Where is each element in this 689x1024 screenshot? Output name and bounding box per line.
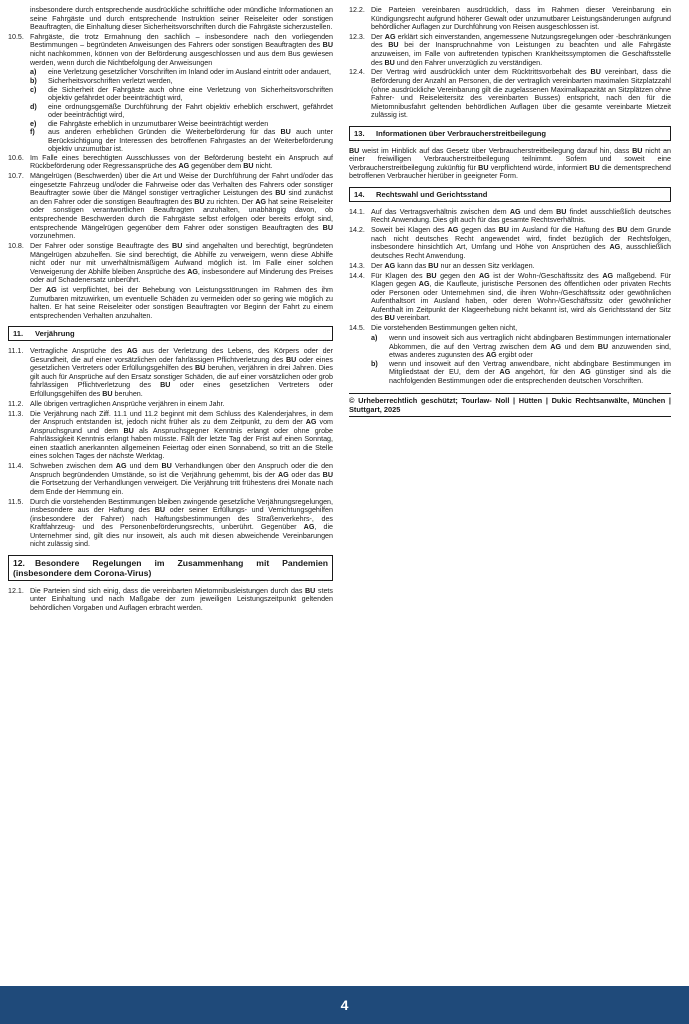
sub-clause: [30, 77, 333, 86]
clause-text: Schweben zwischen dem AG und dem BU Verhandlungen über den Anspruch oder die den Anspruch begründenden Umstände, so ist die Verjährung gehemmt, bis der AG oder das BU die Fortsetzung der Verhandlungen verweigert. Die Verjährung tritt frühestens drei Monate nach dem Ende der Hemmung ein.: [30, 462, 333, 496]
sub-clause-text: aus anderen erheblichen Gründen die Weiterbeförderung für das BU auch unter Berücksichtigung der Interessen des betroffenen Fahrgastes an der Weiterbeförderung objektiv unzumutbar ist.: [48, 128, 333, 154]
sub-clause-label: e): [30, 119, 37, 128]
clause-text: Durch die vorstehenden Bestimmungen bleiben zwingende gesetzliche Verjährungsregelungen, insbesondere aus der Haftung des BU oder seiner Erfüllungs- und Verrichtungsgehilfen (insbesondere der Fahrer) nach Haftungsbestimmungen des Straßenverkehrs-, des Kraftfahrzeug- und des Personenbeförderungsrechts, unberührt. Gegenüber AG, die Unternehmer sind, gilt dies nur insoweit, als auch mit diesen abweichende Vereinbarungen nicht zulässig sind.: [30, 497, 334, 549]
clause: [8, 462, 333, 496]
clause-number: 12.4.: [349, 68, 365, 77]
section-heading: [349, 187, 671, 202]
clause: [8, 172, 333, 240]
clause-number: 14.1.: [349, 207, 365, 216]
clause-text: Der AG kann das BU nur an dessen Sitz verklagen.: [371, 261, 535, 270]
clause: [8, 154, 333, 171]
section-title: Informationen über Verbraucherstreitbeilegung: [376, 128, 547, 138]
clause: [349, 324, 671, 333]
sub-clause-text: eine ordnungsgemäße Durchführung der Fahrt objektiv erheblich erschwert, gefährdet oder beeinträchtigt wird,: [48, 102, 333, 120]
sub-clause-label: a): [30, 68, 37, 77]
clause-text: Der Fahrer oder sonstige Beauftragte des BU sind angehalten und berechtigt, begründeten Mängelrügen abzuhelfen. Sie sind berechtigt, die Abhilfe zu verweigern, wenn diese Abhilfe nicht oder nur mit unverhältnismäßigem Aufwand möglich ist. Im Falle einer solchen Verweigerung der Abhilfe bleiben Ansprüche des AG, insbesondere auf Minderung des Preises oder auf Schadenersatz unberührt.: [30, 241, 333, 285]
clause-text: Soweit bei Klagen des AG gegen das BU im Ausland für die Haftung des BU dem Grunde nach nicht deutsches Recht angewendet wird, findet bezüglich der Rechtsfolgen, insbesondere hinsichtlich Art, Umfang und Höhe von Ansprüchen des AG, ausschließlich deutsches Recht Anwendung.: [371, 226, 671, 260]
clause-text: Die Parteien vereinbaren ausdrücklich, dass im Rahmen dieser Vereinbarung ein Kündigungsrecht aufgrund höherer Gewalt oder unzumutbarer Leistungsänderungen aufgrund behördlicher Auflagen zur Durchführung von Reisen ausgeschlossen ist.: [371, 6, 671, 32]
right-column: [349, 6, 671, 417]
clause: [8, 242, 333, 285]
clause: [8, 410, 333, 461]
clause-number: 12.2.: [349, 6, 365, 14]
sub-clause-text: die Fahrgäste erheblich in unzumutbarer Weise beeinträchtigt werden: [48, 119, 269, 128]
clause-number: 12.1.: [8, 586, 24, 595]
clause: [349, 226, 671, 260]
clause-number: 11.5.: [8, 497, 24, 506]
clause-number: 14.2.: [349, 226, 365, 235]
clause: [8, 498, 333, 549]
clause-text: Der Vertrag wird ausdrücklich unter dem Rücktrittsvorbehalt des BU vereinbart, dass die Beförderung der Anzahl an Personen, die der vertraglich vereinbarten maximalen Sitzplatzzahl (ohne ausdrückliche Vereinbarung gilt die zugelassenen Maximalkapazität an Sitzplätzen ohne Fahrer- und Reiseleitersitz des vereinbarten Busses) entspricht, nach den für die Mietomnibusfahrt geltenden behördlichen Auflagen über die gesamte vereinbarte Mietzeit zulässig ist.: [371, 68, 671, 120]
clause-number: 14.5.: [349, 324, 365, 333]
clause-number: 11.1.: [8, 347, 24, 356]
clause-text: Fahrgäste, die trotz Ermahnung den sachlich – insbesondere nach den vorliegenden Bestimmungen – begründeten Anweisungen des Fahrers oder sonstigen Beauftragten des BU nicht nachkommen, können von der Beförderung ausgeschlossen und aus dem Bus gewiesen werden, wenn durch die Nichtbefolgung der Anweisungen: [30, 32, 333, 67]
left-column: [8, 6, 333, 614]
clause: [8, 587, 333, 613]
section-number: 12.: [13, 557, 25, 568]
sub-clause-label: a): [371, 334, 378, 343]
clause-number: 11.3.: [8, 409, 24, 418]
sub-clause-text: Sicherheitsvorschriften verletzt werden,: [48, 76, 173, 85]
clause: [8, 33, 333, 67]
clause-number: 14.4.: [349, 271, 365, 280]
sub-clause-label: d): [30, 102, 37, 111]
clause-number: 10.7.: [8, 172, 24, 181]
section-number: 14.: [354, 189, 365, 199]
sub-clause-label: c): [30, 85, 37, 94]
sub-clause: [30, 86, 333, 103]
sub-clause: [30, 120, 333, 129]
section-number: 13.: [354, 128, 365, 138]
clause-text: Vertragliche Ansprüche des AG aus der Verletzung des Lebens, des Körpers oder der Gesundheit, die auf einer vorsätzlichen oder fahrlässigen Pflichtverletzung des BU oder eines gesetzlichen Vertreters oder Erfüllungsgehilfen des BU beruhen, verjähren in drei Jahren. Dies gilt auch für Ansprüche auf den Ersatz sonstiger Schäden, die auf einer vorsätzlichen oder grob fahrlässigen Pflichtverletzung des BU oder eines gesetzlichen Vertreters oder Erfüllungsgehilfen des BU beruhen.: [30, 347, 334, 398]
clause: [349, 208, 671, 225]
clause-number: 12.3.: [349, 32, 365, 41]
clause-number: 10.6.: [8, 153, 24, 162]
copyright-notice: © Urheberrechtlich geschützt; Tourlaw- Noll | Hütten | Dukic Rechtsanwälte, München | Stuttgart, 2025: [349, 393, 671, 417]
clause-number: 10.8.: [8, 241, 24, 250]
clause-text: Die Verjährung nach Ziff. 11.1 und 11.2 beginnt mit dem Schluss des Kalenderjahres, in dem der Anspruch entstanden ist, jedoch nicht früher als zu dem Zeitpunkt, zu dem der AG vom Anspruchsgrund und dem BU als Anspruchsgegner Kenntnis erlangt oder ohne grobe Fahrlässigkeit Kenntnis erlangt haben müsste. Fällt der letzte Tag der Frist auf einen Sonntag, einen staatlich anerkannten allgemeinen Feiertag oder einen Sonnabend, so tritt an die Stelle eines solchen Tages der nächste Werktag.: [30, 409, 333, 461]
clause-number: 11.2.: [8, 399, 24, 408]
sub-clause: [371, 360, 671, 386]
page-footer: [0, 986, 689, 1024]
section-heading: [8, 555, 333, 581]
section-heading: [349, 126, 671, 141]
clause-text: Die vorstehenden Bestimmungen gelten nicht,: [371, 324, 518, 333]
clause-continuation: insbesondere durch entsprechende ausdrückliche schriftliche oder mündliche Informationen an seine Fahrgäste und durch entsprechende Instruktion seiner Reiseleiter oder sonstigen Beauftragten, die Einhaltung dieser Sicherheitsvorschriften durch die Fahrgäste sicherzustellen.: [30, 6, 333, 32]
sub-clause: [30, 128, 333, 154]
clause: [349, 272, 671, 323]
section-title: Besondere Regelungen im Zusammenhang mit Pandemien (insbesondere dem Corona-Virus): [13, 557, 328, 578]
sub-clause-text: wenn und insoweit auf den Vertrag anwendbare, nicht abdingbare Bestimmungen im Mitgliedstaat der EU, dem der AG angehört, für den AG günstiger sind als die nachfolgenden Bestimmungen oder die entsprechenden deutschen Vorschriften.: [389, 359, 671, 385]
sub-clause-label: f): [30, 128, 35, 137]
clause: [349, 6, 671, 32]
paragraph: BU weist im Hinblick auf das Gesetz über Verbraucherstreitbeilegung darauf hin, dass BU nicht an einer freiwilligen Verbraucherstreitbeilegung teilnimmt. Sofern und soweit eine Verbraucherstreitbeilegung zukünftig für BU verpflichtend würde, informiert BU die dementsprechend betroffenen Verbraucher hierüber in geeigneter Form.: [349, 146, 671, 181]
section-title: Verjährung: [35, 329, 75, 339]
sub-clause-text: wenn und insoweit sich aus vertraglich nicht abdingbaren Bestimmungen internationaler Abkommen, die auf den Vertrag zwischen dem AG und dem BU anzuwenden sind, etwas anderes zugunsten des AG ergibt oder: [389, 334, 671, 360]
clause-number: 14.3.: [349, 261, 365, 270]
sub-clause-label: b): [371, 359, 378, 368]
section-heading: [8, 326, 333, 341]
sub-clause: [371, 334, 671, 360]
section-title: Rechtswahl und Gerichtsstand: [376, 189, 488, 199]
sub-clause: [30, 103, 333, 120]
clause: [349, 262, 671, 271]
clause-text: Mängelrügen (Beschwerden) über die Art und Weise der Durchführung der Fahrt und/oder das eingesetzte Fahrzeug und/oder die Fahrweise oder das Verhalten des Fahrers oder sonstiger Beauftragter sowie über die Mängel sonstiger vertraglicher Leistungen des BU sind zunächst an den Fahrer oder die sonstigen Beauftragten des BU zu richten. Der AG hat seine Reiseleiter oder sonstigen verantwortlichen Beauftragten anzuhalten, unabhängig davon, ob entsprechende Beschwerden durch die Fahrgäste selbst erfolgen oder bereits erfolgt sind, entsprechende Mängelrügen gegenüber dem Fahrer oder sonstigen Beauftragten des BU vorzunehmen.: [30, 172, 333, 241]
clause: [349, 68, 671, 119]
clause-text: Alle übrigen vertraglichen Ansprüche verjähren in einem Jahr.: [30, 399, 225, 408]
sub-clause: [30, 68, 333, 77]
sub-clause-label: b): [30, 76, 37, 85]
clause-text: Im Falle eines berechtigten Ausschlusses von der Beförderung besteht ein Anspruch auf Rückbeförderung oder Regressansprüche des AG gegenüber dem BU nicht.: [30, 153, 333, 171]
clause: [8, 400, 333, 409]
clause-text: Der AG erklärt sich einverstanden, angemessene Nutzungsregelungen oder -beschränkungen des BU bei der Inanspruchnahme von Leistungen zu beachten und alle Fahrgäste anzuweisen, im Falle von auftretenden typischen Krankheitssymptomen die Geschäftsstelle des BU und den Fahrer unverzüglich zu verständigen.: [371, 32, 671, 67]
page-number: 4: [340, 997, 349, 1013]
clause-number: 11.4.: [8, 462, 24, 471]
clause: [349, 33, 671, 67]
clause: [8, 347, 333, 398]
sub-clause-text: eine Verletzung gesetzlicher Vorschriften im Inland oder im Ausland eintritt oder andauert,: [48, 68, 332, 77]
sub-clause-text: die Sicherheit der Fahrgäste auch ohne eine Verletzung von Sicherheitsvorschriften objektiv gefährdet oder beeinträchtigt wird,: [48, 85, 333, 103]
clause-text: Für Klagen des BU gegen den AG ist der Wohn-/Geschäftssitz des AG maßgebend. Für Klagen gegen AG, die Kaufleute, juristische Personen des öffentlichen oder privaten Rechts oder Personen oder Unternehmen sind, die ihren Wohn-/Geschäftssitz oder gewöhnlichen Aufenthaltsort im Ausland haben, oder deren Wohn-/Geschäftssitz oder gewöhnlicher Aufenthalt im Zeitpunkt der Klageerhebung nicht bekannt ist, wird als Gerichtsstand der Sitz des BU vereinbart.: [371, 271, 671, 323]
clause-text: Die Parteien sind sich einig, dass die vereinbarten Mietomnibusleistungen durch das BU stets unter Einhaltung und nach Maßgabe der zum jeweiligen Leistungszeitpunkt geltenden behördlichen Vorgaben und Auflagen erbracht werden.: [30, 586, 333, 613]
clause-continuation: Der AG ist verpflichtet, bei der Behebung von Leistungsstörungen im Rahmen des ihm Zumutbaren mitzuwirken, um eventuelle Schäden zu vermeiden oder so gering wie möglich zu halten. Er hat seine Reiseleiter oder sonstigen Beauftragten vor Beginn der Fahrt zu einem entsprechenden Verhalten anzuhalten.: [30, 285, 333, 320]
clause-text: Auf das Vertragsverhältnis zwischen dem AG und dem BU findet ausschließlich deutsches Recht Anwendung. Dies gilt auch für das gesamte Rechtsverhältnis.: [371, 207, 672, 225]
section-number: 11.: [13, 329, 24, 339]
clause-number: 10.5.: [8, 32, 24, 41]
